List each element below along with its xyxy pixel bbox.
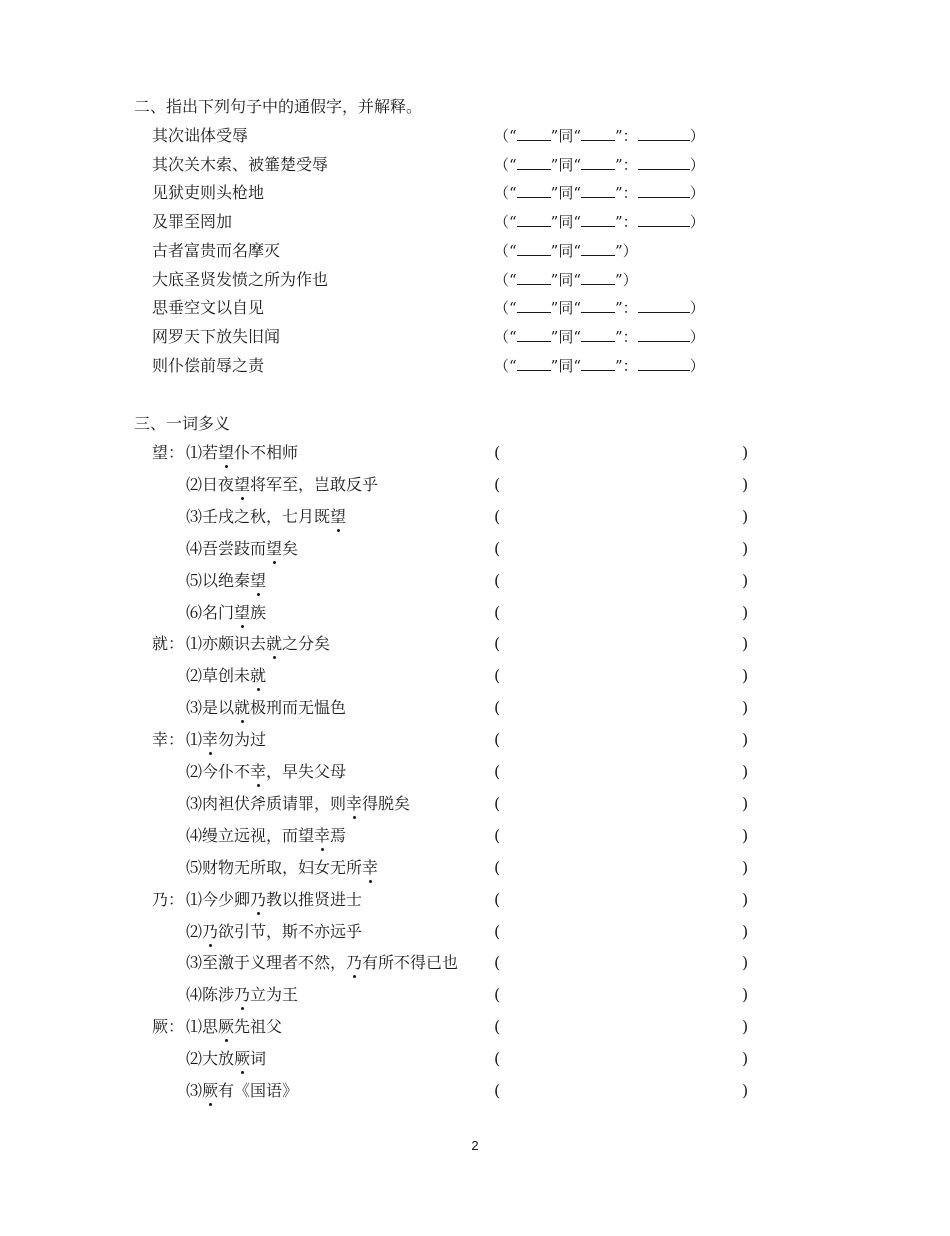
- answer-slot: [494, 153, 705, 177]
- same-as-label: ”同“: [550, 155, 582, 174]
- answer-close-paren: ): [742, 474, 749, 494]
- emphasized-word: 幸: [362, 856, 378, 880]
- answer-open-paren: (: [494, 443, 501, 462]
- correct-char-blank[interactable]: [581, 124, 615, 141]
- tongjia-row: [0, 296, 950, 320]
- colon-label: ”：: [615, 356, 638, 375]
- polysemy-row: [0, 664, 950, 688]
- answer-open-paren: (: [494, 985, 501, 1005]
- sentence-text: 大底圣贤发愤之所为作也: [152, 269, 329, 289]
- answer-open-paren: (: [494, 698, 501, 718]
- example-sentence: [186, 1047, 266, 1071]
- answer-slot: [494, 239, 638, 263]
- emphasized-word: 望: [330, 505, 346, 529]
- emphasized-word: 乃: [202, 920, 218, 944]
- answer-close-paren: ): [742, 698, 749, 718]
- section3-title: 三、一词多义: [134, 414, 231, 433]
- sentence-prefix: 思: [202, 1017, 219, 1037]
- correct-char-blank[interactable]: [581, 354, 615, 371]
- open-quote: （“: [494, 184, 517, 203]
- correct-char-blank[interactable]: [581, 181, 615, 198]
- original-char-blank[interactable]: [517, 181, 551, 198]
- item-number: ⑶: [186, 1081, 203, 1100]
- polysemy-row: [0, 824, 950, 848]
- tongjia-row: [0, 239, 950, 263]
- explanation-blank[interactable]: [638, 296, 690, 313]
- open-quote: （“: [494, 356, 517, 375]
- colon-label: ”：: [615, 327, 638, 346]
- emphasized-word: 望: [234, 601, 250, 625]
- emphasized-word: 幸: [202, 728, 218, 752]
- example-sentence: [186, 537, 298, 561]
- tongjia-row: [0, 153, 950, 177]
- close-paren: ”）: [615, 270, 638, 289]
- headword-label: 望：: [152, 443, 185, 462]
- answer-slot: [494, 354, 705, 378]
- example-sentence: [186, 696, 346, 720]
- item-number: ⑵: [186, 921, 203, 941]
- sentence-text: 网罗天下放失旧闻: [152, 326, 281, 346]
- answer-slot: [494, 268, 638, 292]
- answer-close-paren: ): [742, 889, 749, 909]
- correct-char-blank[interactable]: [581, 296, 615, 313]
- answer-slot: [494, 325, 705, 349]
- original-char-blank[interactable]: [517, 325, 551, 342]
- polysemy-row: [0, 441, 950, 465]
- answer-close-paren: ): [742, 985, 749, 1005]
- sentence-suffix: 词: [250, 1049, 267, 1069]
- answer-close-paren: ): [742, 825, 749, 845]
- same-as-label: ”同“: [550, 241, 582, 260]
- close-paren: ”）: [615, 241, 638, 260]
- item-number: ⑸: [186, 857, 203, 877]
- example-sentence: [186, 920, 362, 944]
- sentence-prefix: 今仆不: [202, 762, 251, 781]
- section2-title: 二、指出下列句子中的通假字，并解释。: [134, 97, 423, 116]
- sentence-prefix: 大放: [202, 1049, 235, 1069]
- item-number: ⑶: [186, 506, 203, 526]
- close-paren: ）: [689, 327, 705, 346]
- sentence-suffix: 先祖父: [234, 1017, 283, 1037]
- headword-label: 幸：: [152, 730, 185, 750]
- emphasized-word: 幸: [250, 760, 266, 784]
- example-sentence: [186, 760, 346, 784]
- same-as-label: ”同“: [550, 356, 582, 375]
- emphasized-word: 乃: [250, 888, 266, 912]
- polysemy-row: [0, 1047, 950, 1071]
- example-sentence: [186, 951, 458, 975]
- tongjia-row: [0, 268, 950, 292]
- sentence-text: 古者富贵而名摩灭: [152, 240, 281, 260]
- emphasized-word: 幸: [314, 824, 330, 848]
- item-number: ⑵: [186, 474, 203, 494]
- sentence-suffix: ，早失父母: [266, 762, 347, 781]
- sentence-prefix: 陈涉: [202, 985, 235, 1005]
- item-number: ⑵: [186, 666, 203, 686]
- sentence-text: 则仆偿前辱之责: [152, 355, 265, 375]
- item-number: ⑶: [186, 698, 203, 718]
- correct-char-blank[interactable]: [581, 325, 615, 342]
- example-sentence: [186, 856, 378, 880]
- answer-close-paren: ): [742, 1049, 749, 1069]
- emphasized-word: 望: [218, 441, 234, 465]
- item-number: ⑴: [186, 634, 203, 654]
- example-sentence: [186, 473, 378, 497]
- emphasized-word: 就: [234, 696, 250, 720]
- polysemy-row: [0, 473, 950, 497]
- polysemy-row: [0, 856, 950, 880]
- sentence-prefix: 财物无所取，妇女无所: [202, 857, 363, 877]
- sentence-prefix: 以绝秦: [202, 570, 251, 590]
- sentence-text: 思垂空文以自见: [152, 298, 265, 318]
- answer-open-paren: (: [494, 602, 501, 622]
- item-number: ⑷: [186, 538, 203, 558]
- polysemy-row: [0, 1079, 950, 1103]
- colon-label: ”：: [615, 184, 638, 203]
- answer-slot: [494, 210, 705, 234]
- emphasized-word: 厥: [234, 1047, 250, 1071]
- item-number: ⑵: [186, 762, 203, 781]
- original-char-blank[interactable]: [517, 124, 551, 141]
- answer-close-paren: ): [742, 602, 749, 622]
- emphasized-word: 乃: [234, 983, 250, 1007]
- same-as-label: ”同“: [550, 299, 582, 318]
- item-number: ⑹: [186, 602, 203, 622]
- original-char-blank[interactable]: [517, 268, 551, 285]
- sentence-suffix: 立为王: [250, 985, 299, 1005]
- answer-close-paren: ): [742, 730, 749, 750]
- original-char-blank[interactable]: [517, 210, 551, 227]
- item-number: ⑷: [186, 825, 203, 845]
- polysemy-row: [0, 601, 950, 625]
- colon-label: ”：: [615, 127, 638, 145]
- polysemy-row: [0, 728, 950, 752]
- example-sentence: [186, 632, 330, 656]
- close-paren: ）: [689, 155, 705, 174]
- close-paren: ）: [689, 213, 705, 232]
- example-sentence: [186, 728, 266, 752]
- original-char-blank[interactable]: [517, 239, 551, 256]
- example-sentence: [186, 888, 362, 912]
- emphasized-word: 望: [266, 537, 282, 561]
- polysemy-row: [0, 1015, 950, 1039]
- answer-close-paren: ): [742, 634, 749, 654]
- polysemy-row: [0, 505, 950, 529]
- close-paren: ）: [689, 184, 705, 203]
- explanation-blank[interactable]: [638, 153, 690, 170]
- same-as-label: ”同“: [550, 270, 582, 289]
- sentence-text: 见狱吏则头枪地: [152, 183, 265, 203]
- item-number: ⑴: [186, 889, 203, 909]
- sentence-prefix: 日夜: [202, 474, 235, 494]
- answer-open-paren: (: [494, 538, 501, 558]
- emphasized-word: 望: [234, 473, 250, 497]
- answer-open-paren: (: [494, 921, 501, 941]
- sentence-suffix: 得脱矣: [362, 793, 411, 813]
- example-sentence: [186, 1079, 298, 1103]
- original-char-blank[interactable]: [517, 153, 551, 170]
- sentence-text: 其次关木索、被箠楚受辱: [152, 154, 329, 174]
- open-quote: （“: [494, 127, 517, 145]
- open-quote: （“: [494, 155, 517, 174]
- sentence-suffix: 教以推贤进士: [266, 889, 363, 909]
- sentence-suffix: 将军至，岂敢反乎: [250, 474, 379, 494]
- item-number: ⑸: [186, 570, 203, 590]
- example-sentence: [186, 792, 410, 816]
- explanation-blank[interactable]: [638, 210, 690, 227]
- explanation-blank[interactable]: [638, 354, 690, 371]
- answer-open-paren: (: [494, 825, 501, 845]
- open-quote: （“: [494, 270, 517, 289]
- answer-open-paren: (: [494, 1017, 501, 1037]
- answer-slot: [494, 296, 705, 320]
- example-sentence: [186, 664, 266, 688]
- answer-open-paren: (: [494, 634, 501, 654]
- correct-char-blank[interactable]: [581, 239, 615, 256]
- explanation-blank[interactable]: [638, 181, 690, 198]
- item-number: ⑴: [186, 1017, 203, 1037]
- correct-char-blank[interactable]: [581, 268, 615, 285]
- answer-open-paren: (: [494, 1049, 501, 1069]
- sentence-suffix: 欲引节，斯不亦远乎: [218, 921, 363, 941]
- polysemy-row: [0, 569, 950, 593]
- same-as-label: ”同“: [550, 127, 582, 145]
- open-quote: （“: [494, 327, 517, 346]
- polysemy-row: [0, 983, 950, 1007]
- correct-char-blank[interactable]: [581, 210, 615, 227]
- sentence-suffix: 之分矣: [282, 634, 331, 654]
- colon-label: ”：: [615, 299, 638, 318]
- sentence-prefix: 肉袒伏斧质请罪，则: [202, 793, 347, 813]
- answer-close-paren: ): [742, 857, 749, 877]
- emphasized-word: 就: [266, 632, 282, 656]
- sentence-suffix: 有《国语》: [218, 1081, 299, 1100]
- open-quote: （“: [494, 241, 517, 260]
- headword-label: 厥：: [152, 1017, 185, 1037]
- open-quote: （“: [494, 213, 517, 232]
- answer-slot: [494, 181, 705, 205]
- answer-close-paren: ): [742, 793, 749, 813]
- answer-close-paren: ): [742, 570, 749, 590]
- emphasized-word: 厥: [218, 1015, 234, 1039]
- open-quote: （“: [494, 299, 517, 318]
- answer-open-paren: (: [494, 857, 501, 877]
- emphasized-word: 就: [250, 664, 266, 688]
- answer-close-paren: ): [742, 1017, 749, 1037]
- sentence-prefix: 今少卿: [202, 889, 251, 909]
- sentence-suffix: 矣: [282, 538, 299, 558]
- answer-close-paren: ): [742, 921, 749, 941]
- emphasized-word: 望: [250, 569, 266, 593]
- headword-label: 乃：: [152, 889, 185, 909]
- same-as-label: ”同“: [550, 327, 582, 346]
- polysemy-row: [0, 920, 950, 944]
- answer-open-paren: (: [494, 570, 501, 590]
- answer-open-paren: (: [494, 730, 501, 750]
- sentence-prefix: 吾尝跂而: [202, 538, 267, 558]
- tongjia-row: [0, 325, 950, 349]
- tongjia-row: [0, 124, 950, 148]
- example-sentence: [186, 983, 298, 1007]
- item-number: ⑴: [186, 730, 203, 750]
- sentence-text: 其次诎体受辱: [152, 126, 249, 145]
- sentence-prefix: 草创未: [202, 666, 251, 686]
- sentence-suffix: 勿为过: [218, 730, 267, 750]
- answer-close-paren: ): [742, 443, 749, 462]
- sentence-suffix: 族: [250, 602, 267, 622]
- emphasized-word: 幸: [346, 792, 362, 816]
- sentence-prefix: 若: [202, 443, 219, 462]
- item-number: ⑵: [186, 1049, 203, 1069]
- answer-close-paren: ): [742, 538, 749, 558]
- answer-open-paren: (: [494, 1081, 501, 1100]
- sentence-suffix: 焉: [330, 825, 347, 845]
- sentence-prefix: 名门: [202, 602, 235, 622]
- close-paren: ）: [689, 127, 705, 145]
- sentence-prefix: 壬戌之秋，七月既: [202, 506, 331, 526]
- explanation-blank[interactable]: [638, 325, 690, 342]
- item-number: ⑶: [186, 793, 203, 813]
- polysemy-row: [0, 760, 950, 784]
- tongjia-row: [0, 210, 950, 234]
- polysemy-row: [0, 632, 950, 656]
- example-sentence: [186, 1015, 282, 1039]
- answer-open-paren: (: [494, 666, 501, 686]
- item-number: ⑶: [186, 953, 203, 973]
- answer-open-paren: (: [494, 506, 501, 526]
- colon-label: ”：: [615, 213, 638, 232]
- sentence-suffix: 有所不得已也: [362, 953, 459, 973]
- polysemy-row: [0, 888, 950, 912]
- emphasized-word: 厥: [202, 1079, 218, 1103]
- close-paren: ）: [689, 356, 705, 375]
- emphasized-word: 乃: [346, 951, 362, 975]
- tongjia-row: [0, 181, 950, 205]
- explanation-blank[interactable]: [638, 124, 690, 141]
- answer-slot: [494, 124, 705, 148]
- headword-label: 就：: [152, 634, 185, 654]
- sentence-prefix: 是以: [202, 698, 235, 718]
- example-sentence: [186, 441, 298, 465]
- colon-label: ”：: [615, 155, 638, 174]
- tongjia-row: [0, 354, 950, 378]
- answer-close-paren: ): [742, 953, 749, 973]
- page-number: 2: [471, 1138, 479, 1153]
- answer-close-paren: ): [742, 762, 749, 781]
- sentence-prefix: 亦颇识去: [202, 634, 267, 654]
- sentence-suffix: 极刑而无愠色: [250, 698, 347, 718]
- sentence-suffix: 仆不相师: [234, 443, 299, 462]
- polysemy-row: [0, 696, 950, 720]
- example-sentence: [186, 824, 346, 848]
- original-char-blank[interactable]: [517, 354, 551, 371]
- answer-close-paren: ): [742, 506, 749, 526]
- answer-close-paren: ): [742, 1081, 749, 1100]
- item-number: ⑴: [186, 443, 203, 462]
- same-as-label: ”同“: [550, 184, 582, 203]
- sentence-prefix: 缦立远视，而望: [202, 825, 315, 845]
- sentence-text: 及罪至罔加: [152, 212, 233, 232]
- polysemy-row: [0, 537, 950, 561]
- polysemy-row: [0, 792, 950, 816]
- answer-open-paren: (: [494, 474, 501, 494]
- answer-open-paren: (: [494, 953, 501, 973]
- example-sentence: [186, 569, 266, 593]
- answer-open-paren: (: [494, 793, 501, 813]
- same-as-label: ”同“: [550, 213, 582, 232]
- sentence-prefix: 至激于义理者不然，: [202, 953, 347, 973]
- example-sentence: [186, 505, 346, 529]
- example-sentence: [186, 601, 266, 625]
- original-char-blank[interactable]: [517, 296, 551, 313]
- correct-char-blank[interactable]: [581, 153, 615, 170]
- polysemy-row: [0, 951, 950, 975]
- close-paren: ）: [689, 299, 705, 318]
- answer-close-paren: ): [742, 666, 749, 686]
- answer-open-paren: (: [494, 762, 501, 781]
- answer-open-paren: (: [494, 889, 501, 909]
- item-number: ⑷: [186, 985, 203, 1005]
